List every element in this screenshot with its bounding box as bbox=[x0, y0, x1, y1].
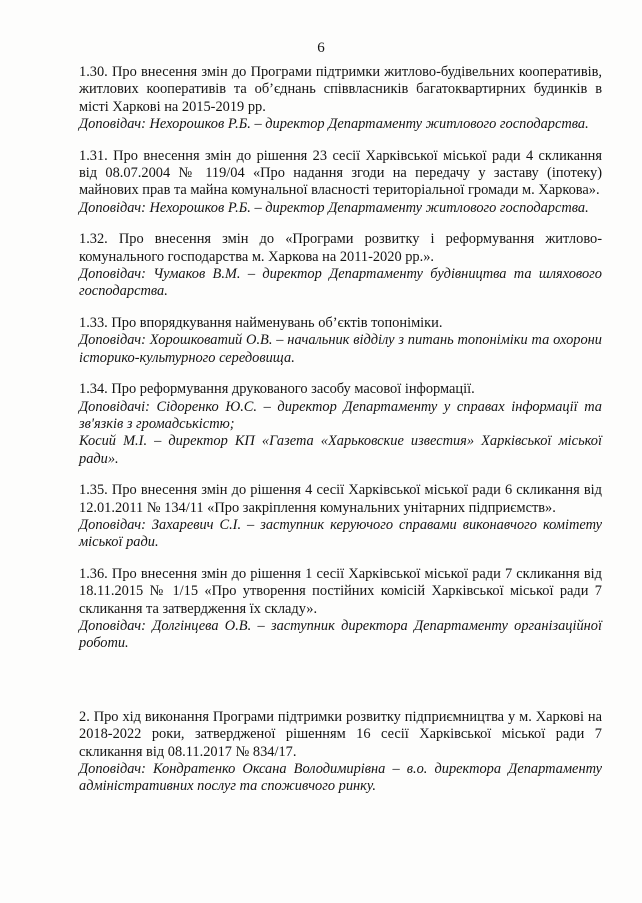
agenda-item-title: 1.31. Про внесення змін до рішення 23 сесії Харківської міської ради 4 скликання від 08.07.2004 № 119/04 «Про надання згоди на передачу у заставу (іпотеку) майнових прав та майна комунальної власності територіальної громади м. Харкова». bbox=[79, 147, 602, 199]
agenda-item-title: 1.33. Про впорядкування найменувань об’єктів топоніміки. bbox=[79, 314, 443, 331]
agenda-item-speaker: Доповідач: Нехорошков Р.Б. – директор Департаменту житлового господарства. bbox=[79, 199, 589, 216]
agenda-item-1-31 bbox=[79, 148, 602, 218]
agenda-item-speaker: Доповідач: Долгінцева О.В. – заступник директора Департаменту організаційної роботи. bbox=[79, 617, 602, 652]
agenda-item-speaker: Доповідач: Кондратенко Оксана Володимирівна – в.о. директора Департаменту адміністративних послуг та споживчого ринку. bbox=[79, 761, 602, 795]
agenda-list bbox=[79, 64, 602, 796]
agenda-item-title: 1.36. Про внесення змін до рішення 1 сесії Харківської міської ради 7 скликання від 18.11.2015 № 1/15 «Про утворення постійних комісій Харківської міської ради 7 скликання та затвердження їх складу». bbox=[79, 565, 602, 617]
agenda-item-speaker: Доповідач: Хорошковатий О.В. – начальник відділу з питань топоніміки та охорони історико-культурного середовища. bbox=[79, 332, 602, 366]
spacer bbox=[79, 217, 602, 231]
spacer bbox=[79, 653, 602, 709]
agenda-item-1-30 bbox=[79, 64, 602, 134]
agenda-item-speaker: Доповідач: Захаревич С.І. – заступник керуючого справами виконавчого комітету міської ради. bbox=[79, 516, 602, 551]
agenda-item-title: 1.34. Про реформування друкованого засобу масової інформації. bbox=[79, 381, 475, 398]
spacer bbox=[79, 301, 602, 315]
agenda-item-speaker: Доповідач: Чумаков В.М. – директор Департаменту будівництва та шляхового господарства. bbox=[79, 266, 602, 300]
agenda-item-speaker: Доповідачі: Сідоренко Ю.С. – директор Департаменту у справах інформації та зв'язків з громадськістю; bbox=[79, 398, 602, 432]
spacer bbox=[79, 468, 602, 482]
spacer bbox=[79, 367, 602, 381]
agenda-item-speaker: Доповідач: Нехорошков Р.Б. – директор Департаменту житлового господарства. bbox=[79, 116, 589, 133]
agenda-item-title: 1.32. Про внесення змін до «Програми розвитку і реформування житлово-комунального господарства м. Харкова на 2011-2020 рр.». bbox=[79, 231, 602, 265]
page-number: 6 bbox=[317, 40, 325, 56]
agenda-item-1-36 bbox=[79, 566, 602, 653]
agenda-item-title: 1.30. Про внесення змін до Програми підтримки житлово-будівельних кооперативів, житлових кооперативів та об’єднань співвласників багатоквартирних будинків в місті Харкові на 2015-2019 рр. bbox=[79, 64, 602, 115]
agenda-item-1-34 bbox=[79, 381, 602, 468]
agenda-item-speaker: Косий М.І. – директор КП «Газета «Харьковские известия» Харківської міської ради». bbox=[79, 433, 602, 467]
agenda-item-1-35 bbox=[79, 482, 602, 552]
agenda-item-1-32 bbox=[79, 231, 602, 301]
agenda-item-1-33 bbox=[79, 315, 602, 367]
agenda-item-title: 1.35. Про внесення змін до рішення 4 сесії Харківської міської ради 6 скликання від 12.01.2011 № 134/11 «Про закріплення комунальних унітарних підприємств». bbox=[79, 482, 602, 516]
agenda-item-2 bbox=[79, 709, 602, 796]
spacer bbox=[79, 134, 602, 148]
spacer bbox=[79, 552, 602, 566]
agenda-item-title: 2. Про хід виконання Програми підтримки розвитку підприємництва у м. Харкові на 2018-2022 роки, затвердженої рішенням 16 сесії Харківської міської ради 7 скликання від 08.11.2017 № 834/17. bbox=[79, 708, 602, 760]
